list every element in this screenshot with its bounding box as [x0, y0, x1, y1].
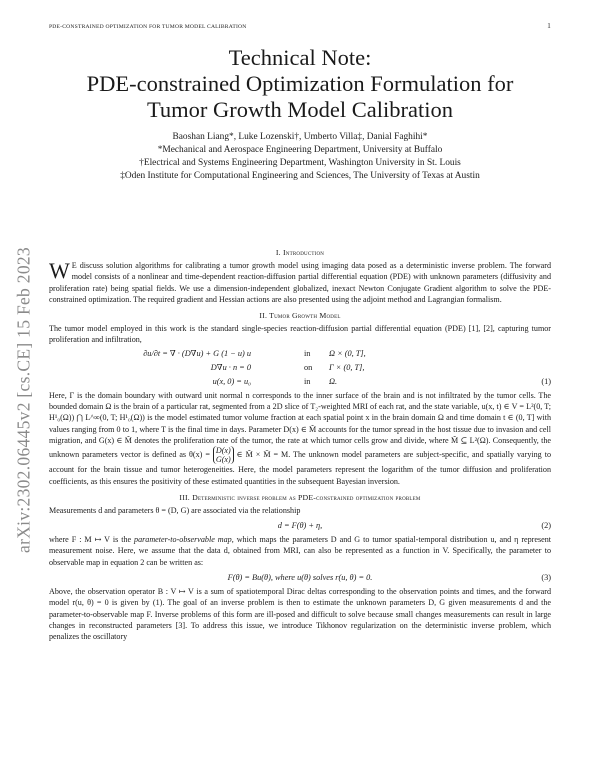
running-header	[49, 22, 551, 34]
eq1-line2-lhs: D∇u · n = 0	[210, 362, 251, 372]
eq1-line1-domain: Ω × (0, T],	[329, 348, 366, 358]
author-names: Baoshan Liang*, Luke Lozenski†, Umberto Villa‡, Danial Faghihi*	[172, 132, 428, 142]
arxiv-stamp-text: arXiv:2302.06445v2 [cs.CE] 15 Feb 2023	[13, 247, 34, 553]
drop-cap: W	[49, 258, 70, 283]
equation-3	[49, 568, 551, 586]
affiliation-2: †Electrical and Systems Engineering Department, Washington University in St. Louis	[139, 158, 461, 168]
paper-body	[49, 246, 551, 643]
model-p2-part-a: Here, Γ is the domain boundary with outward unit normal n corresponds to the inner surface of the brain and is not infiltrated by the tumor cells. The bounded domain Ω is the brain of a particular rat, segmented from a 2D slice of T₂-weighted MRI of each rat, and the state variable, u(x, t) ∈ V = L²(0, T; H¹₀(Ω)) ⋂ L^∞(0, T; H¹₀(Ω)) is the model estimated tumor volume fraction at each spatial point x in the brain domain Ω and time domain t ∈ (0, T] with values ranging from 0 to 1, where T is the final time in days. Parameter D(x) ∈ M̃ accounts for the tumor spread in the host tissue due to invasion and cell migration, and G(x) ∈ M̃ denotes the proliferation rate of the tumor, the rate at which tumor cells grow and divide, where M̃ ⊆ L²(Ω). Consequently, the unknown parameters vector is defined as θ(x) =	[49, 390, 551, 460]
section-heading-inverse-problem: III. Deterministic inverse problem as PDE-constrained optimization problem	[179, 492, 421, 502]
equation-3-body: F(θ) = Bu(θ), where u(θ) solves r(u, θ) = 0.	[227, 573, 373, 583]
paper-title	[49, 45, 551, 123]
equation-1-block	[49, 346, 551, 390]
eq1-line3-domain: Ω.	[329, 376, 338, 386]
intro-paragraph	[49, 260, 551, 305]
model-paragraph-2	[49, 390, 551, 487]
arxiv-stamp	[11, 208, 37, 592]
affiliation-3: ‡Oden Institute for Computational Engineering and Sciences, The University of Texas at Austin	[120, 171, 480, 181]
section-heading-introduction: I. Introduction	[275, 248, 325, 257]
equation-number-3: (3)	[541, 573, 551, 583]
intro-text: E discuss solution algorithms for calibrating a tumor growth model using imaging data posed as a deterministic inverse problem. The forward model consists of a nonlinear and time-dependent reaction-diffusion partial differential equation (PDE) with unknown parameters (diffusivity and proliferation rate) being spatial fields. We use a dimension-independent globalized, inexact Newton Conjugate Gradient algorithm to solve the PDE-constrained optimization. The required gradient and Hessian actions are also presented using the adjoint method and Lagrangian formalism.	[49, 261, 551, 304]
section-heading-tumor-model: II. Tumor Growth Model	[259, 311, 341, 321]
author-block	[49, 131, 551, 183]
title-line-3: Tumor Growth Model Calibration	[146, 97, 454, 122]
equation-number-1: (1)	[541, 376, 551, 386]
inverse-p2-part-a: where F : M ↦ V is the	[49, 535, 135, 545]
title-line-1: Technical Note:	[228, 45, 372, 70]
parameter-vector	[213, 446, 234, 464]
vector-top: D(x)	[215, 446, 231, 456]
eq1-line2-on: on	[304, 362, 313, 372]
eq1-line1-lhs: ∂u/∂t = ∇ · (D∇u) + G (1 − u) u	[143, 348, 251, 358]
equation-number-2: (2)	[541, 521, 551, 531]
inverse-p2-part-b: , which maps the parameters D and G to tumor spatial-temporal distribution u, and η represent measurement noise. Here, we assume that the data d, obtained from MRI, can also be represented as a function in V. Specifically, the parameter to observable map in equation 2 can be written as:	[49, 535, 552, 567]
inverse-paragraph-2	[49, 534, 551, 568]
vector-bottom: G(x)	[215, 455, 231, 465]
title-line-2: PDE-constrained Optimization Formulation for	[86, 71, 514, 96]
eq1-line3-in: in	[304, 376, 311, 386]
running-title: PDE-CONSTRAINED OPTIMIZATION FOR TUMOR MODEL CALIBRATION	[49, 24, 247, 30]
equation-2-body: d = F(θ) + η,	[277, 521, 323, 531]
model-paragraph-1: The tumor model employed in this work is the standard single-species reaction-diffusion partial differential equation (PDE) [1], [2], capturing tumor proliferation and infiltration,	[49, 324, 551, 345]
page-number: 1	[547, 22, 551, 30]
eq1-line1-in: in	[304, 348, 311, 358]
parameter-to-observable-term: parameter-to-observable map	[134, 535, 232, 545]
equation-2	[49, 516, 551, 534]
eq1-line2-domain: Γ × (0, T],	[329, 362, 365, 372]
inverse-paragraph-1: Measurements d and parameters θ = (D, G) are associated via the relationship	[49, 505, 301, 515]
model-p2-part-b: ∈ M̃ × M̃ = M. The unknown model parameters are subject-specific, and spatially varying to account for the brain tissue and tumor heterogeneities. Here, the model parameters represent the logarithm of the tumor diffusion and proliferation coefficients, as this ensures the positivity of these estimated quantities in the subsequent Bayesian inversion.	[49, 450, 551, 486]
inverse-paragraph-3: Above, the observation operator B : V ↦ V is a sum of spatiotemporal Dirac deltas corresponding to the observation points and times, and the forward model r(u, θ) = 0 is given by (1). The goal of an inverse problem is then to estimate the unknown parameters D, G given measurements d and the parameter-to-observable map F. Inverse problems of this form are ill-posed and difficult to solve because small changes measurements can result in large changes in reconstructed parameters [3]. To address this issue, we introduce Tikhonov regularization on the deterministic inverse problem, which penalizes the oscillatory	[49, 587, 551, 642]
eq1-line3-lhs: u(x, 0) = u₀	[212, 376, 251, 386]
affiliation-1: *Mechanical and Aerospace Engineering Department, University at Buffalo	[157, 145, 443, 155]
